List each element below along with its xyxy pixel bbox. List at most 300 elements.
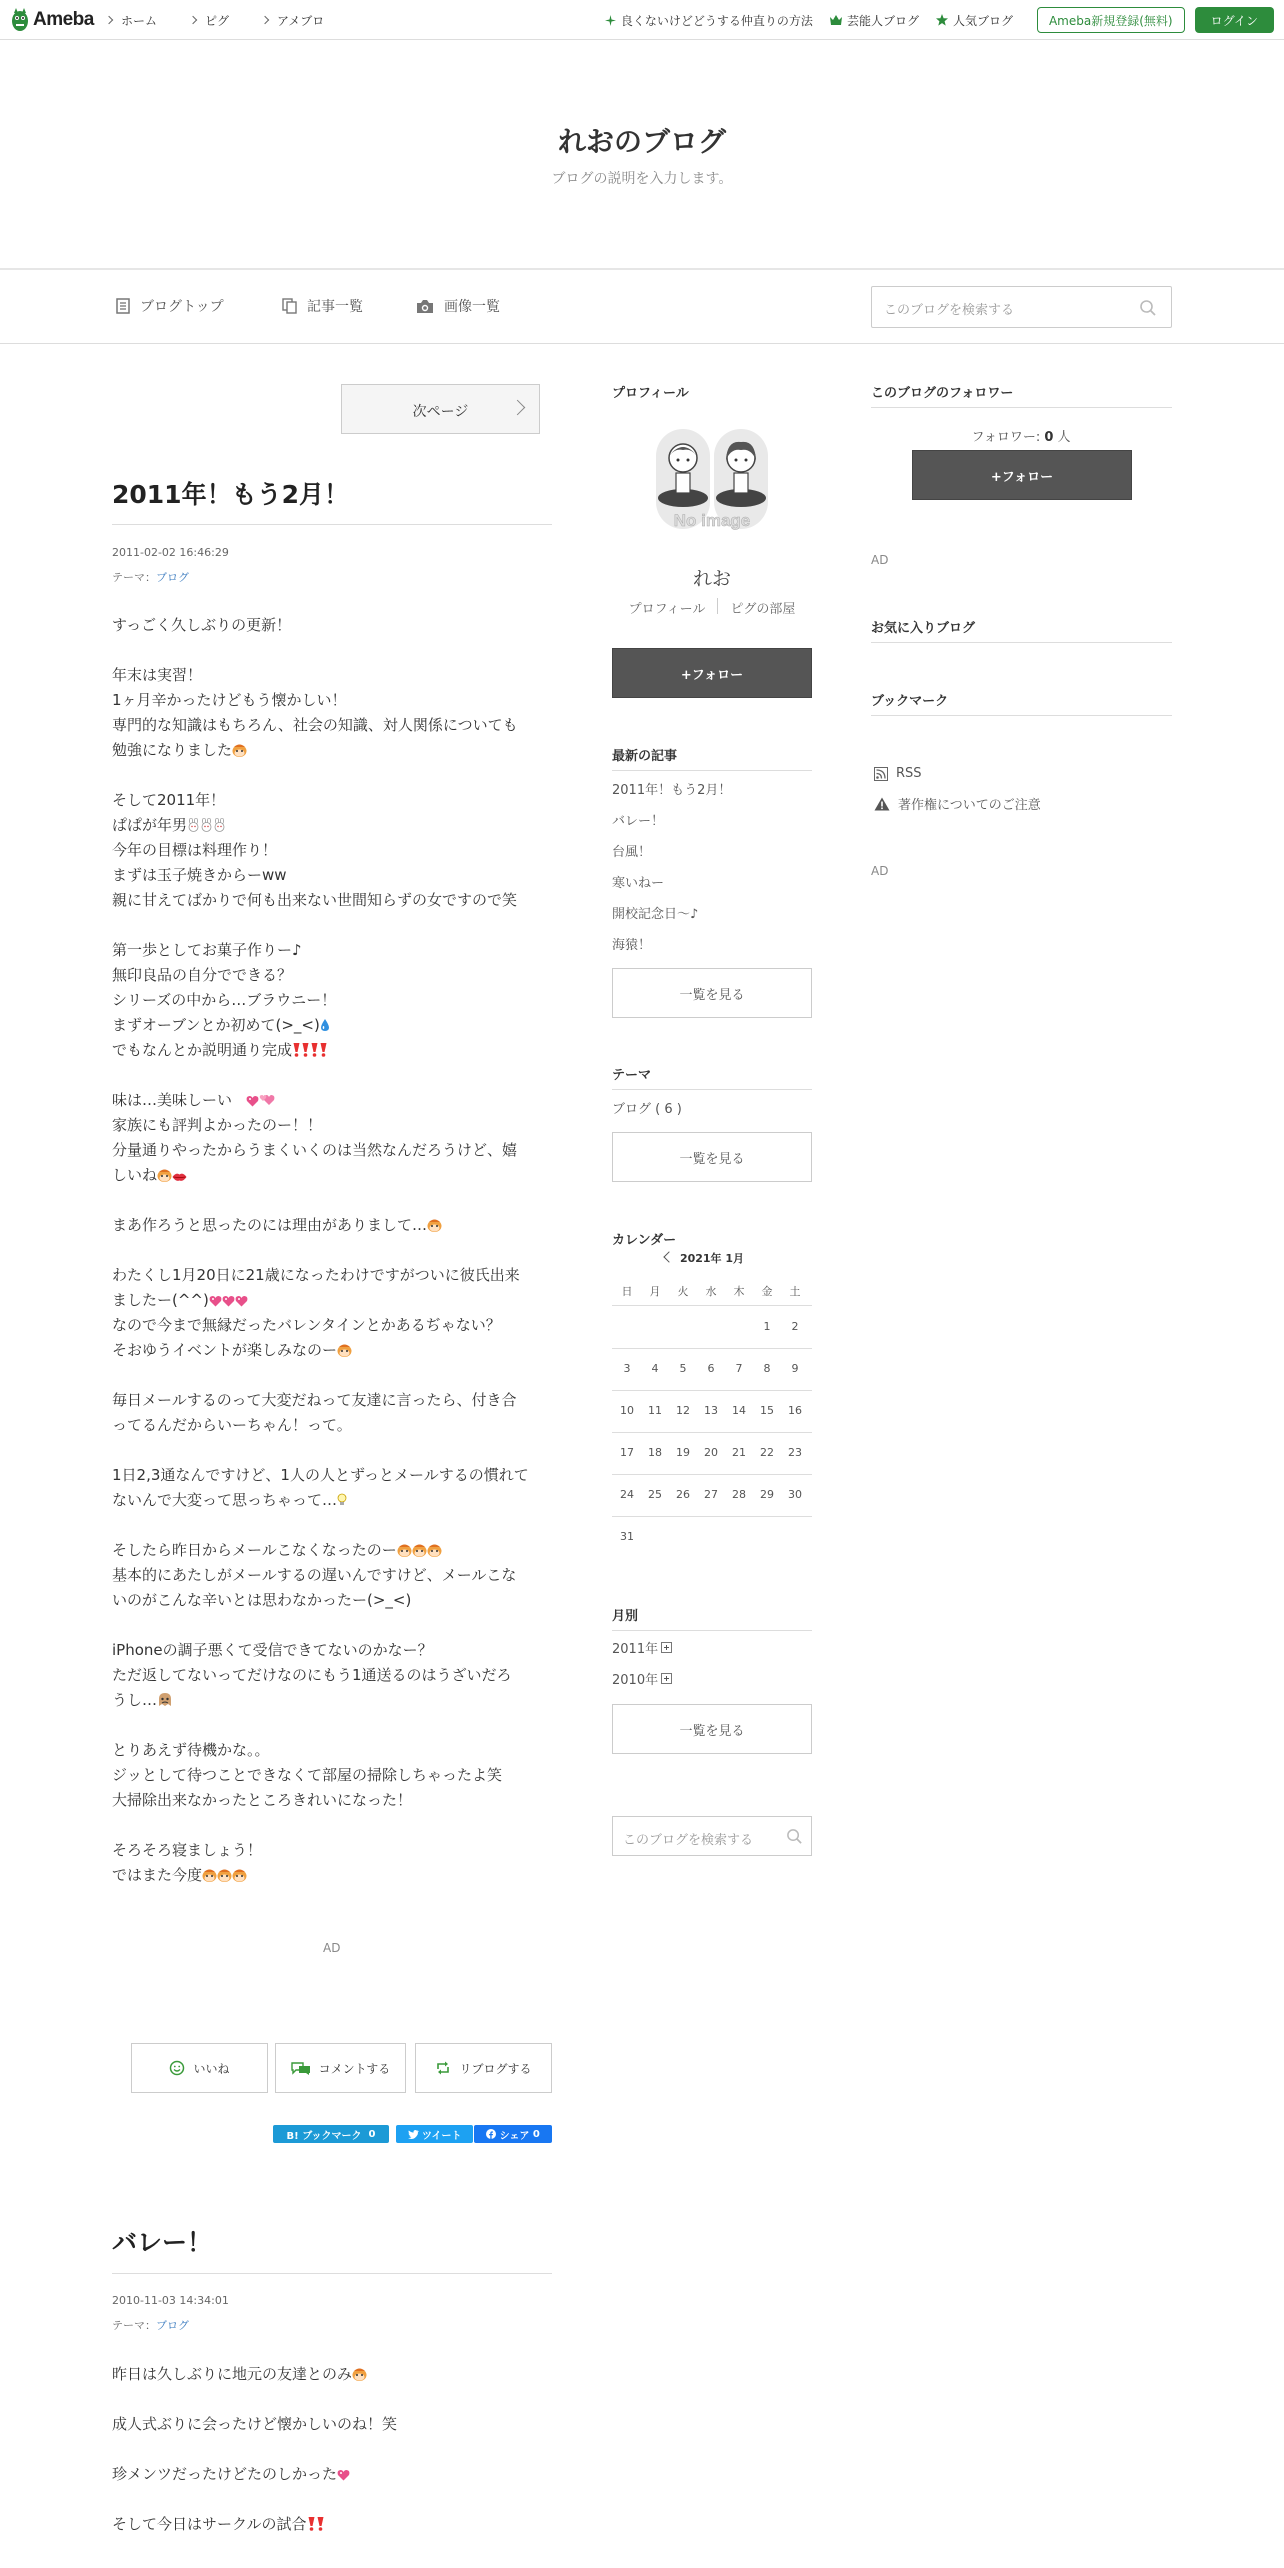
divider bbox=[717, 598, 718, 614]
entry-text: シリーズの中から…ブラウニー！ bbox=[112, 991, 337, 1009]
view-all-entries-button[interactable]: 一覧を見る bbox=[612, 968, 812, 1018]
emoji-heart-icon bbox=[222, 1295, 235, 1307]
entry-text-line bbox=[112, 663, 557, 688]
register-button[interactable]: Ameba新規登録(無料) bbox=[1037, 7, 1185, 33]
hatena-label: B! ブックマーク bbox=[286, 2130, 362, 2142]
like-button-label: いいね bbox=[193, 2061, 230, 2076]
subnav-image-list-label: 画像一覧 bbox=[444, 299, 500, 315]
calendar-day: 22 bbox=[760, 1446, 774, 1459]
sparkle-icon bbox=[605, 15, 616, 26]
entry-text: でもなんとか説明通り完成 bbox=[112, 1041, 293, 1059]
global-nav bbox=[106, 0, 357, 40]
entry-body bbox=[112, 2362, 557, 2537]
entry-text: 勉強になりました bbox=[112, 741, 233, 759]
entry-text-line bbox=[112, 1213, 557, 1238]
copyright-caution-link[interactable] bbox=[874, 794, 1041, 813]
blank-line bbox=[112, 763, 557, 788]
entry-text: 味は…美味しーい bbox=[112, 1091, 233, 1109]
entry-text: 分量通りやったからうまくいくのは当然なんだろうけど、嬉 bbox=[112, 1141, 518, 1159]
calendar-day: 27 bbox=[704, 1488, 718, 1501]
link-ninki-blog[interactable] bbox=[936, 12, 1013, 29]
entry-text-line bbox=[112, 2412, 557, 2437]
link-nakanaori[interactable] bbox=[605, 12, 813, 29]
calendar-day: 8 bbox=[763, 1362, 771, 1375]
entry-text-line bbox=[112, 1138, 557, 1163]
calendar-day: 15 bbox=[760, 1404, 774, 1417]
facebook-share-button[interactable] bbox=[474, 2125, 552, 2143]
tweet-label: ツイート bbox=[421, 2130, 462, 2142]
follow-button[interactable]: +フォロー bbox=[912, 450, 1132, 500]
calendar-day: 26 bbox=[676, 1488, 690, 1501]
emoji-face-icon bbox=[352, 2367, 367, 2381]
calendar-day: 7 bbox=[735, 1362, 743, 1375]
divider bbox=[612, 1516, 812, 1517]
entry-text: 毎日メールするのって大変だねって友達に言ったら、付き合 bbox=[112, 1391, 517, 1409]
entry-text: 専門的な知識はもちろん、社会の知識、対人関係についても bbox=[112, 716, 518, 734]
calendar-day: 4 bbox=[651, 1362, 659, 1375]
month-label: 2011年 bbox=[612, 1642, 659, 1657]
entry-text-line bbox=[112, 1588, 557, 1613]
blank-line bbox=[112, 1513, 557, 1538]
recent-entry-link[interactable]: 2011年！もう2月！ bbox=[612, 783, 732, 798]
entry-theme bbox=[112, 2317, 189, 2333]
entry-text-line bbox=[112, 788, 557, 813]
crown-icon bbox=[830, 15, 842, 25]
entry-text-line bbox=[112, 2512, 557, 2537]
blank-line bbox=[112, 2387, 557, 2412]
nav-pigg-label: ピグ bbox=[205, 13, 230, 28]
emoji-face-icon bbox=[397, 1543, 412, 1557]
blank-line bbox=[112, 638, 557, 663]
calendar-day: 20 bbox=[704, 1446, 718, 1459]
blank-line bbox=[112, 1613, 557, 1638]
entry-theme-link[interactable]: ブログ bbox=[156, 2319, 189, 2332]
blank-line bbox=[112, 2437, 557, 2462]
link-geinoujin-blog-label: 芸能人ブログ bbox=[846, 13, 919, 28]
reblog-icon bbox=[435, 2060, 451, 2076]
ameba-logo-icon bbox=[10, 7, 30, 33]
subnav-entry-list-label: 記事一覧 bbox=[307, 299, 363, 315]
next-page-label: 次ページ bbox=[412, 404, 469, 420]
emoji-rabbit-icon bbox=[213, 818, 226, 832]
entry-text: そして2011年！ bbox=[112, 791, 226, 809]
entry-text-line bbox=[112, 613, 557, 638]
emoji-face-icon bbox=[202, 1868, 217, 1882]
entry-text-line bbox=[112, 813, 557, 838]
entry-text-line bbox=[112, 2462, 557, 2487]
calendar-heading: カレンダー bbox=[612, 1233, 677, 1248]
entry-text-line bbox=[112, 1738, 557, 1763]
calendar-day: 14 bbox=[732, 1404, 746, 1417]
entry-text: 無印良品の自分でできる？ bbox=[112, 966, 293, 984]
recent-entry-link[interactable]: 海猿！ bbox=[612, 938, 652, 953]
blank-line bbox=[112, 1363, 557, 1388]
divider bbox=[871, 715, 1172, 716]
monthly-heading: 月別 bbox=[612, 1609, 639, 1624]
divider bbox=[612, 1390, 812, 1391]
hatena-count: 0 bbox=[368, 2128, 376, 2140]
profile-heading: プロフィール bbox=[612, 386, 689, 401]
follower-count-number: 0 bbox=[1044, 430, 1054, 445]
ameba-logo[interactable] bbox=[10, 7, 94, 33]
chevron-right-icon bbox=[105, 16, 113, 24]
entry-text-line bbox=[112, 888, 557, 913]
nav-home[interactable] bbox=[106, 12, 157, 29]
subnav-blog-top-label: ブログトップ bbox=[140, 299, 224, 315]
entry-text: 基本的にあたしがメールするの遅いんですけど、メールこな bbox=[112, 1566, 517, 1584]
divider bbox=[612, 1432, 812, 1433]
search-icon[interactable] bbox=[1139, 299, 1157, 317]
entry-text-line bbox=[112, 963, 557, 988]
entry-text-line bbox=[112, 1263, 557, 1288]
expand-plus-icon[interactable] bbox=[661, 1673, 672, 1684]
entry-text: iPhoneの調子悪くて受信できてないのかなー？ bbox=[112, 1641, 433, 1659]
blog-title[interactable]: れおのブログ bbox=[557, 125, 726, 158]
calendar-month: 2021年 1月 bbox=[679, 1252, 745, 1265]
entry-text: ってるんだからいーちゃん！って。 bbox=[112, 1416, 352, 1434]
calendar-weekday: 月 bbox=[649, 1285, 661, 1298]
entry-text: そおゆうイベントが楽しみなのー bbox=[112, 1341, 338, 1359]
copy-documents-icon bbox=[282, 298, 297, 314]
blog-search-input[interactable] bbox=[871, 286, 1172, 328]
entry-text-line bbox=[112, 1313, 557, 1338]
warning-icon bbox=[874, 797, 890, 811]
entry-text: ただ返してないってだけなのにもう1通送るのはうざいだろ bbox=[112, 1666, 512, 1684]
month-archive-2011[interactable] bbox=[612, 1638, 672, 1657]
emoji-exclamation-icon bbox=[319, 1043, 328, 1057]
emoji-face-icon bbox=[217, 1868, 232, 1882]
star-icon bbox=[936, 14, 948, 26]
calendar-day: 19 bbox=[676, 1446, 690, 1459]
next-page-button[interactable] bbox=[341, 384, 540, 434]
emoji-heart-icon bbox=[246, 1095, 259, 1107]
entry-theme-prefix: テーマ： bbox=[112, 2319, 156, 2332]
entry-text-line bbox=[112, 2362, 557, 2387]
tweet-button[interactable] bbox=[396, 2125, 473, 2143]
blog-subnav bbox=[0, 272, 1284, 344]
entry-text: 1ヶ月辛かったけどもう懐かしい！ bbox=[112, 691, 347, 709]
rss-label: RSS bbox=[896, 766, 922, 781]
entry-text: とりあえず待機かな。。 bbox=[112, 1741, 270, 1759]
ameba-logo-text: Ameba bbox=[33, 9, 94, 30]
nav-ameblo-label: アメブロ bbox=[277, 13, 325, 28]
blank-line bbox=[112, 1813, 557, 1838]
calendar-weekday: 金 bbox=[761, 1285, 773, 1298]
entry-text-line bbox=[112, 938, 557, 963]
copyright-caution-label: 著作権についてのご注意 bbox=[898, 798, 1041, 813]
entry-body bbox=[112, 613, 557, 1888]
like-button[interactable] bbox=[131, 2043, 268, 2093]
calendar-day: 30 bbox=[788, 1488, 802, 1501]
entry-text-line bbox=[112, 1088, 557, 1113]
entry-text: そして今日はサークルの試合 bbox=[112, 2515, 307, 2533]
blog-search-placeholder: このブログを検索する bbox=[884, 303, 1015, 318]
entry-text-line bbox=[112, 1863, 557, 1888]
camera-icon bbox=[416, 299, 434, 314]
calendar-day: 10 bbox=[620, 1404, 634, 1417]
entry-text-line bbox=[112, 838, 557, 863]
entry-text-line bbox=[112, 1388, 557, 1413]
emoji-face-icon bbox=[337, 1343, 352, 1357]
calendar-weekday: 日 bbox=[621, 1285, 633, 1298]
entry-text-line bbox=[112, 1163, 557, 1188]
smile-icon bbox=[169, 2060, 185, 2076]
profile-name[interactable]: れお bbox=[692, 568, 731, 590]
recent-entry-link[interactable]: 台風！ bbox=[612, 845, 652, 860]
emoji-exclamation-icon bbox=[307, 2517, 316, 2531]
view-all-months-button[interactable]: 一覧を見る bbox=[612, 1704, 812, 1754]
emoji-exclamation-icon bbox=[301, 1043, 310, 1057]
emoji-hearts-icon bbox=[259, 1093, 275, 1107]
entry-text-line bbox=[112, 1338, 557, 1363]
emoji-sweat-drop-icon bbox=[320, 1018, 330, 1032]
twitter-bird-icon bbox=[408, 2130, 419, 2139]
blog-header bbox=[0, 40, 1284, 270]
entry-title-divider bbox=[112, 2273, 552, 2274]
calendar-day: 12 bbox=[676, 1404, 690, 1417]
profile-link[interactable]: プロフィール bbox=[628, 602, 706, 617]
facebook-share-count: 0 bbox=[532, 2128, 540, 2140]
theme-heading: テーマ bbox=[612, 1068, 652, 1083]
calendar-day: 6 bbox=[707, 1362, 715, 1375]
calendar-day: 13 bbox=[704, 1404, 718, 1417]
calendar-day: 17 bbox=[620, 1446, 634, 1459]
rss-link[interactable] bbox=[874, 766, 922, 781]
reblog-button[interactable] bbox=[415, 2043, 552, 2093]
entry-text: すっごく久しぶりの更新！ bbox=[112, 616, 292, 634]
entry-text: いのがこんな辛いとは思わなかったー(>_<) bbox=[112, 1591, 412, 1609]
login-button[interactable]: ログイン bbox=[1195, 7, 1274, 33]
calendar-weekday: 土 bbox=[789, 1285, 801, 1298]
entry-text-line bbox=[112, 1463, 557, 1488]
calendar-day: 25 bbox=[648, 1488, 662, 1501]
profile-links bbox=[612, 598, 812, 617]
entry-text-line bbox=[112, 1638, 557, 1663]
divider bbox=[612, 1348, 812, 1349]
entry-text: まずオーブンとか初めて(>_<) bbox=[112, 1016, 320, 1034]
entry-theme-link[interactable]: ブログ bbox=[156, 571, 189, 584]
follower-count-unit: 人 bbox=[1053, 430, 1071, 445]
link-nakanaori-label: 良くないけどどうする仲直りの方法 bbox=[620, 13, 813, 28]
entry-text: 大掃除出来なかったところきれいになった！ bbox=[112, 1791, 413, 1809]
emoji-heart-icon bbox=[337, 2469, 350, 2481]
entry-text: ないんで大変って思っちゃって… bbox=[112, 1491, 338, 1509]
entry-text-line bbox=[112, 1013, 557, 1038]
comment-button-label: コメントする bbox=[318, 2061, 391, 2076]
follower-count-prefix: フォロワー: bbox=[971, 430, 1045, 445]
calendar-day: 21 bbox=[732, 1446, 746, 1459]
emoji-troubled-face-icon bbox=[157, 1692, 173, 1707]
emoji-exclamation-icon bbox=[310, 1043, 319, 1057]
month-archive-2010[interactable] bbox=[612, 1669, 672, 1688]
comment-bubble-icon bbox=[291, 2061, 311, 2075]
calendar-day: 23 bbox=[788, 1446, 802, 1459]
blank-line bbox=[112, 2487, 557, 2512]
calendar-day: 28 bbox=[732, 1488, 746, 1501]
link-geinoujin-blog[interactable] bbox=[830, 12, 919, 29]
sidebar-search-placeholder: このブログを検索する bbox=[623, 1833, 754, 1848]
pigg-room-link[interactable]: ピグの部屋 bbox=[730, 602, 796, 617]
link-ninki-blog-label: 人気ブログ bbox=[952, 13, 1013, 28]
followers-heading: このブログのフォロワー bbox=[871, 386, 1014, 401]
entry-text: 家族にも評判よかったのー！！ bbox=[112, 1116, 323, 1134]
entry-text: 今年の目標は料理作り！ bbox=[112, 841, 278, 859]
entry-text-line bbox=[112, 1663, 557, 1688]
blank-line bbox=[112, 1238, 557, 1263]
view-all-themes-button[interactable]: 一覧を見る bbox=[612, 1132, 812, 1182]
theme-link[interactable]: ブログ ( 6 ) bbox=[612, 1102, 682, 1117]
recent-entries-heading: 最新の記事 bbox=[612, 749, 678, 764]
entry-title[interactable]: 2011年！もう2月！ bbox=[112, 480, 349, 509]
divider bbox=[612, 1630, 812, 1631]
entry-text-line bbox=[112, 713, 557, 738]
emoji-exclamation-icon bbox=[316, 2517, 325, 2531]
entry-text: まずは玉子焼きからーww bbox=[112, 866, 287, 884]
subnav-entry-list[interactable] bbox=[282, 296, 363, 316]
entry-title[interactable]: バレー！ bbox=[112, 2228, 213, 2257]
entry-text-line bbox=[112, 863, 557, 888]
entry-text-line bbox=[112, 1688, 557, 1713]
entry-text-line bbox=[112, 1413, 557, 1438]
entry-text: ぱぱが年男 bbox=[112, 816, 188, 834]
entry-text-line bbox=[112, 1563, 557, 1588]
facebook-share-label: シェア bbox=[499, 2130, 530, 2142]
rss-icon bbox=[874, 767, 888, 781]
sidebar-search-input[interactable] bbox=[612, 1816, 812, 1856]
entry-text: 昨日は久しぶりに地元の友達とのみ bbox=[112, 2365, 353, 2383]
entry-text-line bbox=[112, 1838, 557, 1863]
calendar-day: 5 bbox=[679, 1362, 687, 1375]
emoji-heart-icon bbox=[235, 1295, 248, 1307]
chevron-right-icon bbox=[189, 16, 197, 24]
blog-description: ブログの説明を入力します。 bbox=[551, 171, 733, 187]
nav-home-label: ホーム bbox=[121, 13, 158, 28]
entry-theme bbox=[112, 569, 189, 585]
calendar-day: 1 bbox=[763, 1320, 771, 1333]
divider bbox=[612, 1305, 812, 1306]
entry-text: しいね bbox=[112, 1166, 158, 1184]
entry-theme-prefix: テーマ： bbox=[112, 571, 156, 584]
entry-text: そしたら昨日からメールこなくなったのー bbox=[112, 1541, 397, 1559]
favorite-blogs-heading: お気に入りブログ bbox=[871, 621, 976, 636]
month-label: 2010年 bbox=[612, 1673, 659, 1688]
divider bbox=[871, 407, 1172, 408]
hatena-bookmark-button[interactable] bbox=[273, 2125, 389, 2143]
chevron-right-icon bbox=[261, 16, 269, 24]
subnav-blog-top[interactable] bbox=[116, 296, 224, 316]
expand-plus-icon[interactable] bbox=[661, 1642, 672, 1653]
entry-text-line bbox=[112, 1788, 557, 1813]
entry-text: ましたー(^^) bbox=[112, 1291, 209, 1309]
entry-text-line bbox=[112, 1763, 557, 1788]
blank-line bbox=[112, 913, 557, 938]
emoji-lightbulb-icon bbox=[337, 1493, 347, 1507]
bookmark-heading: ブックマーク bbox=[871, 694, 949, 709]
recent-entry-link[interactable]: バレー！ bbox=[612, 814, 665, 829]
emoji-face-icon bbox=[232, 1868, 247, 1882]
ad-label: AD bbox=[871, 864, 889, 878]
entry-text-line bbox=[112, 1038, 557, 1063]
emoji-rabbit-icon bbox=[200, 818, 213, 832]
reblog-button-label: リブログする bbox=[459, 2061, 532, 2076]
divider bbox=[612, 1089, 812, 1090]
entry-text-line bbox=[112, 738, 557, 763]
entry-text-line bbox=[112, 1488, 557, 1513]
entry-text: なので今まで無縁だったバレンタインとかあるぢゃない？ bbox=[112, 1316, 501, 1334]
calendar-day: 3 bbox=[623, 1362, 631, 1375]
follow-button[interactable]: +フォロー bbox=[612, 648, 812, 698]
calendar-day: 31 bbox=[620, 1530, 634, 1543]
emoji-face-icon bbox=[412, 1543, 427, 1557]
entry-text-line bbox=[112, 688, 557, 713]
entry-text: 珍メンツだったけどたのしかった bbox=[112, 2465, 338, 2483]
no-image-avatar[interactable] bbox=[651, 426, 773, 536]
entry-date: 2011-02-02 16:46:29 bbox=[112, 546, 229, 559]
calendar-day: 16 bbox=[788, 1404, 802, 1417]
ad-label: AD bbox=[323, 1941, 341, 1955]
blank-line bbox=[112, 1188, 557, 1213]
calendar-day: 2 bbox=[791, 1320, 799, 1333]
nav-ameblo[interactable] bbox=[262, 12, 324, 29]
ad-label: AD bbox=[871, 553, 889, 567]
entry-text: 1日2,3通なんですけど、1人の人とずっとメールするの慣れて bbox=[112, 1466, 529, 1484]
follower-count bbox=[871, 426, 1171, 445]
blank-line bbox=[112, 1063, 557, 1088]
global-header bbox=[0, 0, 1284, 40]
entry-text: 年末は実習！ bbox=[112, 666, 203, 684]
emoji-face-icon bbox=[232, 743, 247, 757]
header-right-links bbox=[605, 0, 1274, 40]
blank-line bbox=[112, 1438, 557, 1463]
calendar-weekday: 火 bbox=[677, 1285, 689, 1298]
subnav-image-list[interactable] bbox=[416, 296, 500, 316]
entry-text: 親に甘えてばかりで何も出来ない世間知らずの女ですので笑 bbox=[112, 891, 518, 909]
entry-text-line bbox=[112, 988, 557, 1013]
recent-entry-link[interactable]: 寒いねー bbox=[612, 876, 665, 891]
calendar-day: 18 bbox=[648, 1446, 662, 1459]
calendar-day: 11 bbox=[648, 1404, 662, 1417]
entry-text: うし… bbox=[112, 1691, 158, 1709]
entry-text: わたくし1月20日に21歳になったわけですがついに彼氏出来 bbox=[112, 1266, 520, 1284]
document-icon bbox=[116, 298, 130, 314]
entry-text-line bbox=[112, 1288, 557, 1313]
search-icon[interactable] bbox=[786, 1828, 803, 1845]
calendar-day: 9 bbox=[791, 1362, 799, 1375]
comment-button[interactable] bbox=[275, 2043, 406, 2093]
calendar-weekday: 水 bbox=[705, 1285, 717, 1298]
entry-text: 第一歩としてお菓子作りー♪ bbox=[112, 941, 302, 959]
entry-text: ではまた今度 bbox=[112, 1866, 203, 1884]
emoji-face-icon bbox=[157, 1168, 172, 1182]
nav-pigg[interactable] bbox=[190, 12, 229, 29]
entry-title-divider bbox=[112, 524, 552, 525]
entry-text: ジッとして待つことできなくて部屋の掃除しちゃったよ笑 bbox=[112, 1766, 503, 1784]
divider bbox=[871, 642, 1172, 643]
entry-text-line bbox=[112, 1113, 557, 1138]
entry-text: そろそろ寝ましょう！ bbox=[112, 1841, 263, 1859]
divider bbox=[612, 1474, 812, 1475]
entry-text: 成人式ぶりに会ったけど懐かしいのね！笑 bbox=[112, 2415, 398, 2433]
emoji-rabbit-icon bbox=[187, 818, 200, 832]
emoji-lips-icon bbox=[172, 1172, 187, 1182]
calendar-weekday: 木 bbox=[733, 1285, 745, 1298]
blank-line bbox=[112, 1713, 557, 1738]
emoji-face-icon bbox=[427, 1543, 442, 1557]
entry-text: まあ作ろうと思ったのには理由がありまして… bbox=[112, 1216, 428, 1234]
facebook-icon bbox=[486, 2129, 496, 2139]
recent-entry-link[interactable]: 開校記念日〜♪ bbox=[612, 907, 699, 922]
avatar-placeholder-text: No image bbox=[673, 511, 751, 530]
